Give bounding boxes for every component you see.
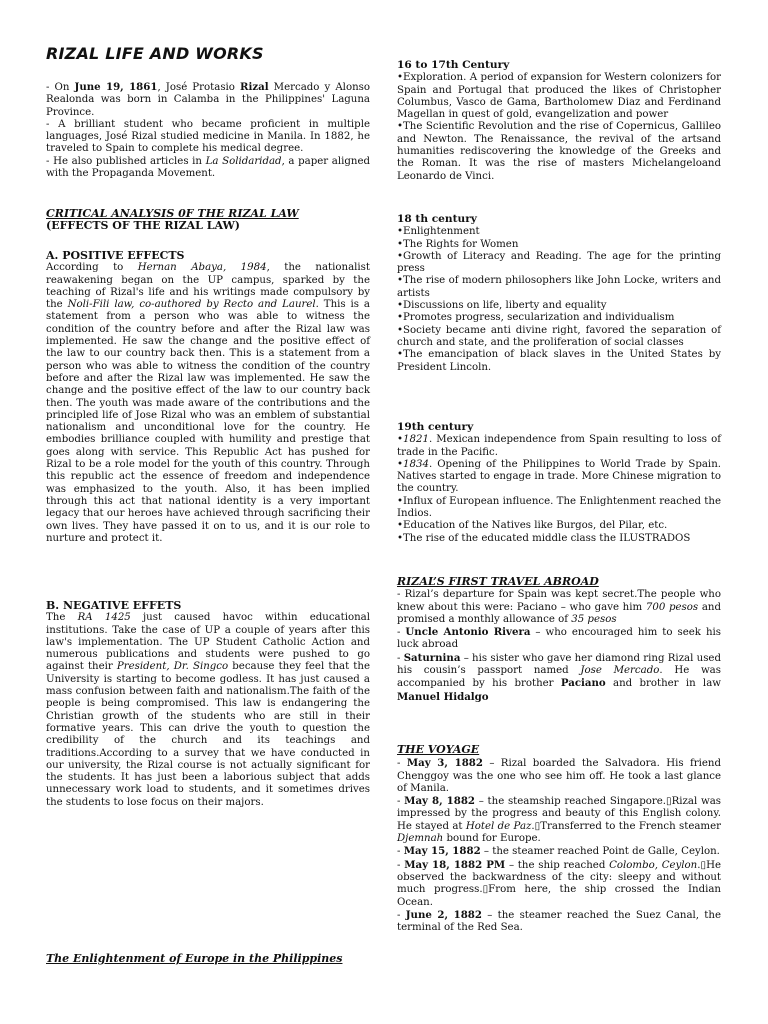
century-18-heading: 18 th century [397, 213, 477, 225]
voyage-entry: - May 15, 1882 – the steamer reached Point de Galle, Ceylon. [397, 845, 720, 858]
century-16-17-heading: 16 to 17th Century [397, 59, 510, 71]
negative-effects-heading: B. NEGATIVE EFFETS [46, 599, 182, 612]
voyage-entry: - May 8, 1882 – the steamship reached Singapore.▯Rizal was impressed by the progress and beauty of this English colony. He stayed at Hotel de Paz.▯Transferred to the French steamer Djemnah bound for Europe. [397, 795, 721, 845]
negative-effects-section [46, 600, 370, 809]
critical-analysis-heading: CRITICAL ANALYSIS 0F THE RIZAL LAW [46, 207, 299, 220]
first-travel-section [397, 576, 721, 704]
century-18-item: •Promotes progress, secularization and individualism [397, 312, 675, 324]
voyage-entry: - May 3, 1882 – Rizal boarded the Salvadora. His friend Chenggoy was the one who see him off. He took a last glance of Manila. [397, 757, 721, 794]
critical-analysis-subheading: (EFFECTS OF THE RIZAL LAW) [46, 219, 241, 233]
travel-paragraph-departure: - Rizal’s departure for Spain was kept secret.The people who knew about this were: Paciano – who gave him 700 pesos and promised a monthly allowance of 35 pesos [397, 589, 721, 625]
critical-analysis-heading-block [46, 208, 370, 233]
enlightenment-heading-block [46, 953, 370, 965]
century-18-item: •The emancipation of black slaves in the United States by President Lincoln. [397, 349, 721, 373]
century-19-item: •Influx of European influence. The Enlightenment reached the Indios. [397, 495, 721, 520]
intro-section [46, 81, 370, 180]
century-16-17-item: •The Scientific Revolution and the rise of Copernicus, Gallileo and Newton. The Renaissance, the revival of the artsand humanities rediscovering the knowledge of the Greeks and the Roman. It was the rise of masters Michelangeloand Leonardo de Vinci. [397, 121, 721, 182]
century-18-item: •The Rights for Women [397, 238, 519, 250]
voyage-entry: - June 2, 1882 – the steamer reached the Suez Canal, the terminal of the Red Sea. [397, 908, 721, 934]
negative-effects-paragraph: The RA 1425 just caused havoc within educational institutions. Take the case of UP a couple of years after this law's implementation. The UP Student Catholic Action and numerous publications and students were pushed to go against their President, Dr. Singco because they feel that the University is starting to become godless. It has just caused a mass confusion between faith and nationalism.The faith of the people is being compromised. This law is endangering the Christian growth of the students who are still in their formative years. This can drive the youth to question the credibility of the church and its teachings and traditions.According to a survey that we have conducted in our university, the Rizal course is not actually significant for the students. It has just been a laborious subject that adds unnecessary work load to students, and it sometimes drives the students to lose focus on their majors. [46, 612, 371, 808]
century-18-item: •Growth of Literacy and Reading. The age for the printing press [397, 250, 721, 275]
century-19-section [397, 421, 721, 545]
enlightenment-heading: The Enlightenment of Europe in the Philippines [46, 952, 343, 965]
travel-paragraph-saturnina: - Saturnina – his sister who gave her diamond ring Rizal used his cousin’s passport named Jose Mercado. He was accompanied by his brother Paciano and brother in law Manuel Hidalgo [397, 651, 721, 703]
voyage-section [397, 744, 721, 934]
century-16-17-item: •Exploration. A period of expansion for Western colonizers for Spain and Portugal that produced the likes of Christopher Columbus, Vasco de Gama, Bartholomew Diaz and Ferdinand Magellan in quest of gold, evangelization and power [397, 72, 721, 121]
century-18-section [397, 213, 721, 374]
century-18-item: •The rise of modern philosophers like John Locke, writers and artists [397, 275, 721, 299]
century-19-item-1821: •1821. Mexican independence from Spain resulting to loss of trade in the Pacific. [397, 434, 721, 458]
century-19-item-1834: •1834. Opening of the Philippines to World Trade by Spain. Natives started to engage in trade. More Chinese migration to the country. [397, 458, 721, 495]
positive-effects-heading: A. POSITIVE EFFECTS [46, 249, 185, 262]
intro-paragraph-student: - A brilliant student who became proficient in multiple languages, José Rizal studied medicine in Manila. In 1882, he traveled to Spain to complete his medical degree. [46, 118, 370, 155]
century-18-item: •Discussions on life, liberty and equality [397, 300, 607, 312]
century-19-item: •The rise of the educated middle class the ILUSTRADOS [397, 532, 691, 544]
century-18-item: •Society became anti divine right, favored the separation of church and state, and the proliferation of social classes [397, 324, 721, 348]
voyage-entry: - May 18, 1882 PM – the ship reached Colombo, Ceylon.▯He observed the backwardness of the city: sleepy and without much progress.▯From here, the ship crossed the Indian Ocean. [397, 858, 722, 908]
century-16-17-section [397, 59, 721, 183]
positive-effects-paragraph: According to Hernan Abaya, 1984, the nationalist reawakening began on the UP campus, sparked by the teaching of Rizal's life and his writings made compulsory by the Noli-Fili law, co-authored by Recto and Laurel. This is a statement from a person who was able to witness the condition of the country before and after the Rizal law was implemented. He saw the change and the positive effect of the law to our country back then. This is a statement from a person who was able to witness the condition of the country before and after the Rizal law was implemented. He saw the change and the positive effect of the law to our country back then. The youth was made aware of the contributions and the principled life of Jose Rizal who was an emblem of substantial nationalism and unconditional love for the country. He embodies brilliance coupled with humility and prestige that goes along with service. This Republic Act has pushed for Rizal to be a role model for the youth of this country. Through this republic act the essence of freedom and independence was emphasized to the youth. Also, it has been implied through this act that national identity is a very important legacy that our heroes have achieved through sacrificing their own lives. They have passed it on to us, and it is our role to nurture and protect it. [46, 262, 371, 544]
positive-effects-section [46, 250, 370, 545]
document-title: RIZAL LIFE AND WORKS [46, 44, 264, 63]
intro-paragraph-articles: - He also published articles in La Solidaridad, a paper aligned with the Propaganda Movement. [46, 155, 370, 180]
travel-paragraph-rivera: - Uncle Antonio Rivera – who encouraged him to seek his luck abroad [397, 626, 721, 651]
intro-paragraph-birth: - On June 19, 1861, José Protasio Rizal Mercado y Alonso Realonda was born in Calamba in the Philippines' Laguna Province. [46, 81, 370, 118]
century-18-item: •Enlightenment [397, 226, 480, 238]
century-19-heading: 19th century [397, 421, 474, 433]
voyage-heading: THE VOYAGE [397, 743, 480, 756]
century-19-item: •Education of the Natives like Burgos, del Pilar, etc. [397, 520, 668, 532]
first-travel-heading: RIZAL’S FIRST TRAVEL ABROAD [397, 575, 599, 588]
